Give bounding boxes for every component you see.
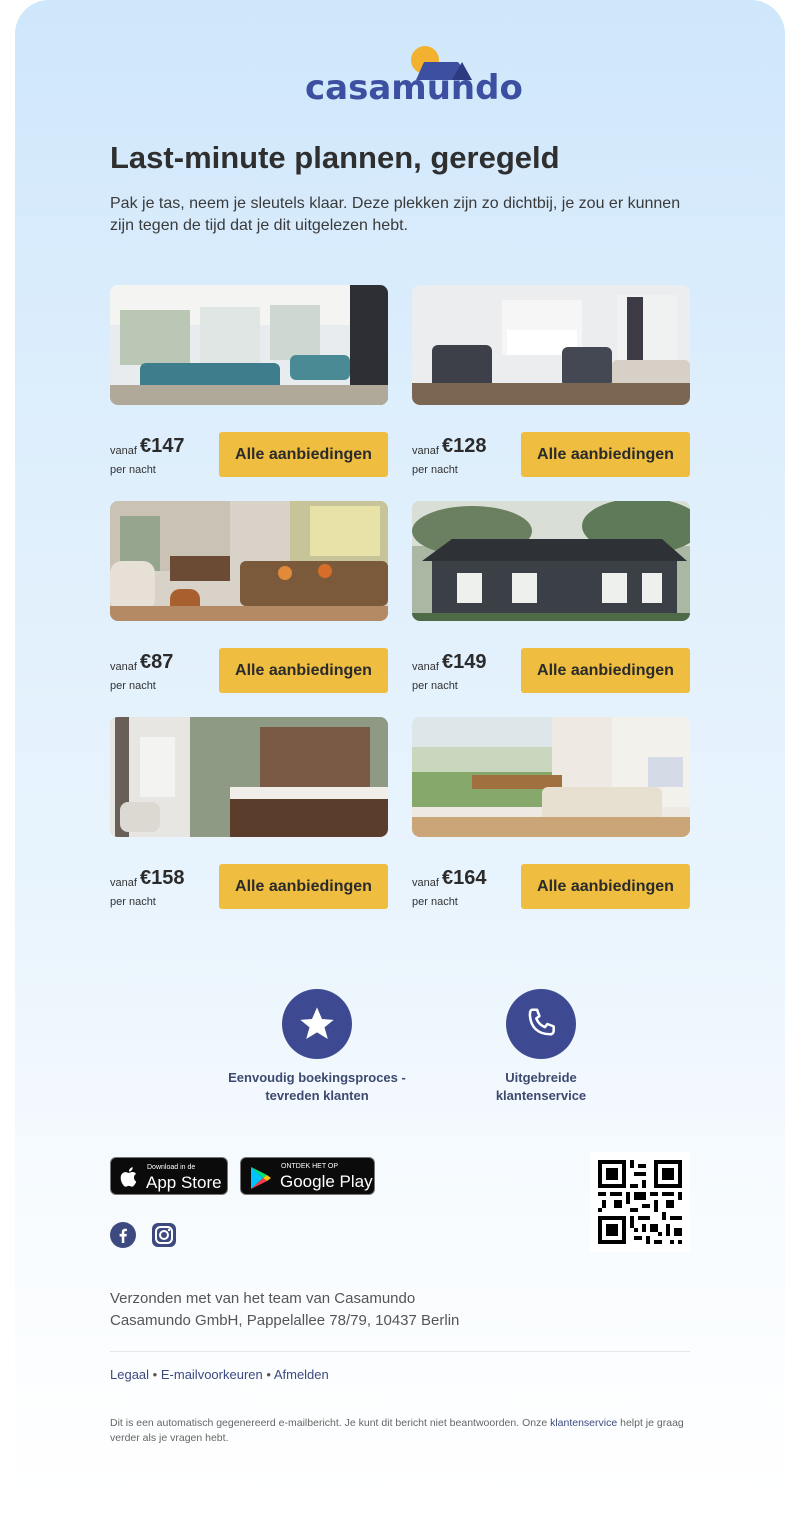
link-separator: • (266, 1367, 271, 1382)
price-row (110, 837, 388, 917)
apple-icon (120, 1165, 140, 1189)
listing-card (110, 285, 388, 485)
phone-icon (506, 989, 576, 1059)
intro-text: Pak je tas, neem je sleutels klaar. Deze plekken zijn zo dichtbij, je zou er kunnen zijn tegen de tijd dat je dit uitgelezen hebt. (110, 195, 681, 234)
price-row (110, 405, 388, 485)
legal-link[interactable]: Legaal (110, 1367, 150, 1382)
email-preferences-link[interactable]: E-mailvoorkeuren (160, 1367, 263, 1382)
price-row (412, 405, 690, 485)
star-icon (282, 989, 352, 1059)
footer-sender (110, 1288, 459, 1332)
listing-photo[interactable] (412, 717, 690, 837)
unsubscribe-link[interactable]: Afmelden (273, 1367, 329, 1382)
listing-photo[interactable] (412, 501, 690, 621)
per-night-label: per nacht (110, 680, 156, 692)
listing-card (110, 717, 388, 917)
listing-card (412, 717, 690, 917)
customer-service-link[interactable]: klantenservice (550, 1417, 618, 1429)
price-row (110, 621, 388, 701)
all-offers-button[interactable]: Alle aanbiedingen (219, 864, 388, 909)
all-offers-button[interactable]: Alle aanbiedingen (219, 432, 388, 477)
vanaf-label: vanaf (110, 445, 137, 457)
logo-wordmark: casamundo (305, 68, 523, 108)
footer-divider (110, 1351, 690, 1352)
disclaimer-before: Dit is een automatisch gegenereerd e-mailbericht. Je kunt dit bericht niet beantwoorden. Onze (110, 1417, 551, 1429)
google-play-big-text: Google Play (280, 1172, 373, 1191)
price-value: €164 (442, 867, 487, 889)
price-value: €149 (442, 651, 487, 673)
app-store-button[interactable] (110, 1157, 228, 1195)
disclaimer-after: helpt je graag verder als je vragen hebt. (110, 1417, 684, 1444)
page-title: Last-minute plannen, geregeld (110, 140, 560, 175)
price-value: €147 (140, 435, 185, 457)
price-value: €158 (140, 867, 185, 889)
listing-photo[interactable] (412, 285, 690, 405)
instagram-icon[interactable] (151, 1222, 177, 1248)
vanaf-label: vanaf (110, 877, 137, 889)
feature-booking-label: Eenvoudig boekingsproces - tevreden klanten (228, 1070, 406, 1103)
vanaf-label: vanaf (110, 661, 137, 673)
listing-photo[interactable] (110, 285, 388, 405)
google-play-icon (250, 1166, 272, 1190)
all-offers-button[interactable]: Alle aanbiedingen (521, 864, 690, 909)
price-value: €87 (140, 651, 174, 673)
per-night-label: per nacht (412, 680, 458, 692)
listing-card (110, 501, 388, 701)
price-row (412, 621, 690, 701)
casamundo-logo[interactable] (305, 46, 523, 108)
google-play-small-text: ONTDEK HET OP (281, 1163, 339, 1170)
sent-by-text: Verzonden met van het team van Casamundo (110, 1290, 416, 1307)
feature-service-label: Uitgebreide klantenservice (495, 1070, 587, 1103)
price-row (412, 837, 690, 917)
listing-card (412, 501, 690, 701)
feature-booking (217, 989, 417, 1105)
link-separator: • (152, 1367, 158, 1382)
app-store-big-text: App Store (146, 1173, 222, 1192)
vanaf-label: vanaf (412, 445, 439, 457)
per-night-label: per nacht (110, 896, 156, 908)
disclaimer-text (110, 1416, 690, 1446)
listing-photo[interactable] (110, 501, 388, 621)
company-address: Casamundo GmbH, Pappelallee 78/79, 10437 Berlin (110, 1312, 460, 1329)
all-offers-button[interactable]: Alle aanbiedingen (521, 432, 690, 477)
listing-card (412, 285, 690, 485)
footer-links (110, 1367, 329, 1382)
vanaf-label: vanaf (412, 877, 439, 889)
app-store-small-text: Download in de (147, 1164, 196, 1171)
all-offers-button[interactable]: Alle aanbiedingen (219, 648, 388, 693)
feature-service (441, 989, 641, 1105)
listing-photo[interactable] (110, 717, 388, 837)
google-play-button[interactable] (240, 1157, 375, 1195)
price-value: €128 (442, 435, 487, 457)
facebook-icon[interactable] (110, 1222, 136, 1248)
per-night-label: per nacht (412, 896, 458, 908)
per-night-label: per nacht (110, 464, 156, 476)
all-offers-button[interactable]: Alle aanbiedingen (521, 648, 690, 693)
per-night-label: per nacht (412, 464, 458, 476)
vanaf-label: vanaf (412, 661, 439, 673)
qr-code (590, 1152, 690, 1252)
